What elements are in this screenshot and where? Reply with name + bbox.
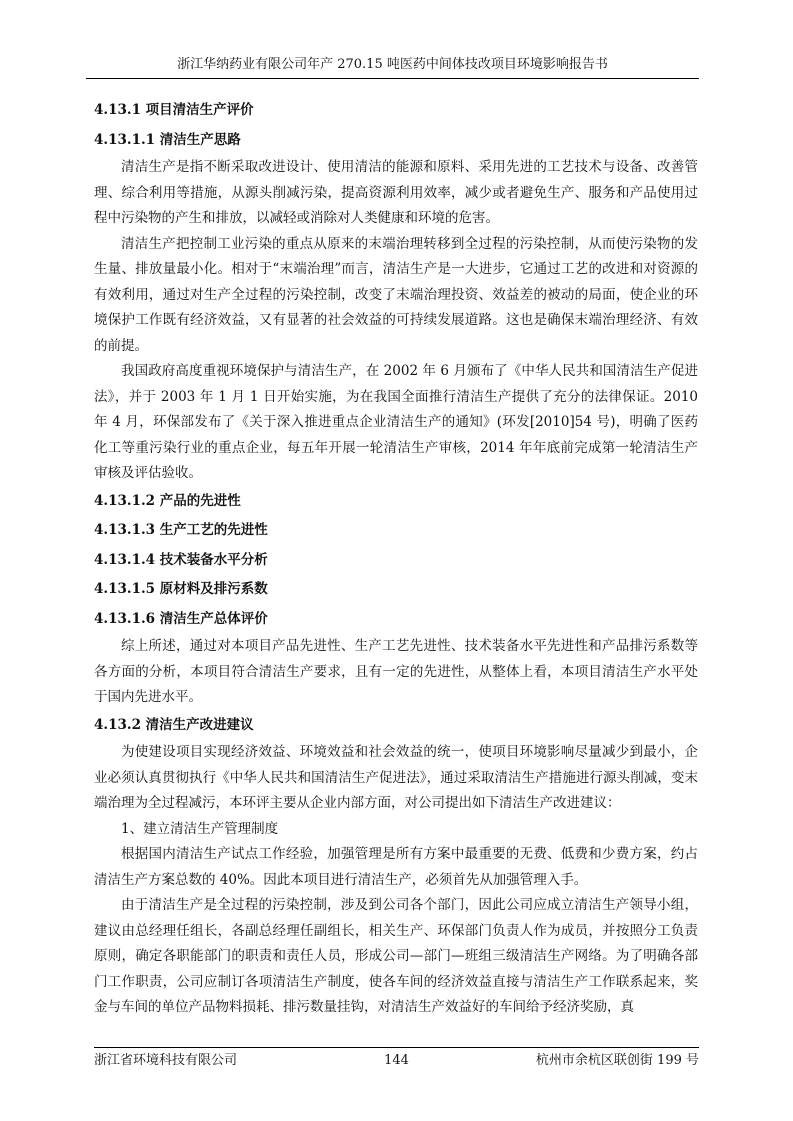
section-heading-4-13-1: 4.13.1 项目清洁生产评价 xyxy=(94,102,254,118)
document-title: 浙江华纳药业有限公司年产 270.15 吨医药中间体技改项目环境影响报告书 xyxy=(177,57,608,72)
footer-company: 浙江省环境科技有限公司 xyxy=(94,1053,238,1068)
paragraph: 清洁生产把控制工业污染的重点从原来的末端治理转移到全过程的污染控制，从而使污染物的发生量、排放量最小化。相对于“末端治理”而言，清洁生产是一大进步，它通过工艺的改进和对资源的有效利用，通过对生产全过程的污染控制，改变了末端治理投资、效益差的被动的局面，使企业的环境保护工作既有经济效益，又有显著的社会效益的可持续发展道路。这也是确保末端治理经济、有效的前提。 xyxy=(94,235,698,354)
section-heading-4-13-1-2: 4.13.1.2 产品的先进性 xyxy=(94,492,241,509)
section-heading-4-13-1-4: 4.13.1.4 技术装备水平分析 xyxy=(94,551,268,568)
list-item: 1、建立清洁生产管理制度 xyxy=(121,820,279,837)
paragraph: 综上所述，通过对本项目产品先进性、生产工艺先进性、技术装备水平先进性和产品排污系数等各方面的分析，本项目符合清洁生产要求，且有一定的先进性，从整体上看，本项目清洁生产水平处于国内先进水平。 xyxy=(94,638,698,705)
page-number: 144 xyxy=(384,1053,409,1068)
section-heading-4-13-1-6: 4.13.1.6 清洁生产总体评价 xyxy=(94,610,268,627)
section-heading-4-13-2: 4.13.2 清洁生产改进建议 xyxy=(94,716,254,733)
page-header xyxy=(86,56,699,79)
paragraph: 我国政府高度重视环境保护与清洁生产，在 2002 年 6 月颁布了《中华人民共和国清洁生产促进法》，并于 2003 年 1 月 1 日开始实施，为在我国全面推行清洁生产提供了充分的法律保证。2010 年 4 月，环保部发布了《关于深入推进重点企业清洁生产的通知》(环发[2010]54 号)，明确了医药化工等重污染行业的重点企业，每五年开展一轮清洁生产审核，2014 年年底前完成第一轮清洁生产审核及评估验收。 xyxy=(94,363,698,481)
paragraph: 由于清洁生产是全过程的污染控制，涉及到公司各个部门，因此公司应成立清洁生产领导小组，建议由总经理任组长，各副总经理任副组长，相关生产、环保部门负责人作为成员，并按照分工负责原则，确定各职能部门的职责和责任人员，形成公司—部门—班组三级清洁生产网络。为了明确各部门工作职责，公司应制订各项清洁生产制度，使各车间的经济效益直接与清洁生产工作联系起来，奖金与车间的单位产品物料损耗、排污数量挂钩，对清洁生产效益好的车间给予经济奖励，真 xyxy=(94,897,698,1015)
section-heading-4-13-1-5: 4.13.1.5 原材料及排污系数 xyxy=(94,581,268,597)
document-body xyxy=(94,96,698,1021)
paragraph: 为使建设项目实现经济效益、环境效益和社会效益的统一，使项目环境影响尽量减少到最小，企业必须认真贯彻执行《中华人民共和国清洁生产促进法》，通过采取清洁生产措施进行源头削减，变末端治理为全过程减污，本环评主要从企业内部方面，对公司提出如下清洁生产改进建议： xyxy=(94,744,698,811)
page-footer xyxy=(94,1047,699,1070)
footer-address: 杭州市余杭区联创街 199 号 xyxy=(535,1053,699,1068)
paragraph: 根据国内清洁生产试点工作经验，加强管理是所有方案中最重要的无费、低费和少费方案，约占清洁生产方案总数的 40%。因此本项目进行清洁生产，必须首先从加强管理入手。 xyxy=(94,846,698,888)
section-heading-4-13-1-3: 4.13.1.3 生产工艺的先进性 xyxy=(94,522,268,538)
section-heading-4-13-1-1: 4.13.1.1 清洁生产思路 xyxy=(94,131,241,148)
paragraph: 清洁生产是指不断采取改进设计、使用清洁的能源和原料、采用先进的工艺技术与设备、改善管理、综合利用等措施，从源头削减污染，提高资源利用效率，减少或者避免生产、服务和产品使用过程中污染物的产生和排放，以减轻或消除对人类健康和环境的危害。 xyxy=(94,159,698,226)
